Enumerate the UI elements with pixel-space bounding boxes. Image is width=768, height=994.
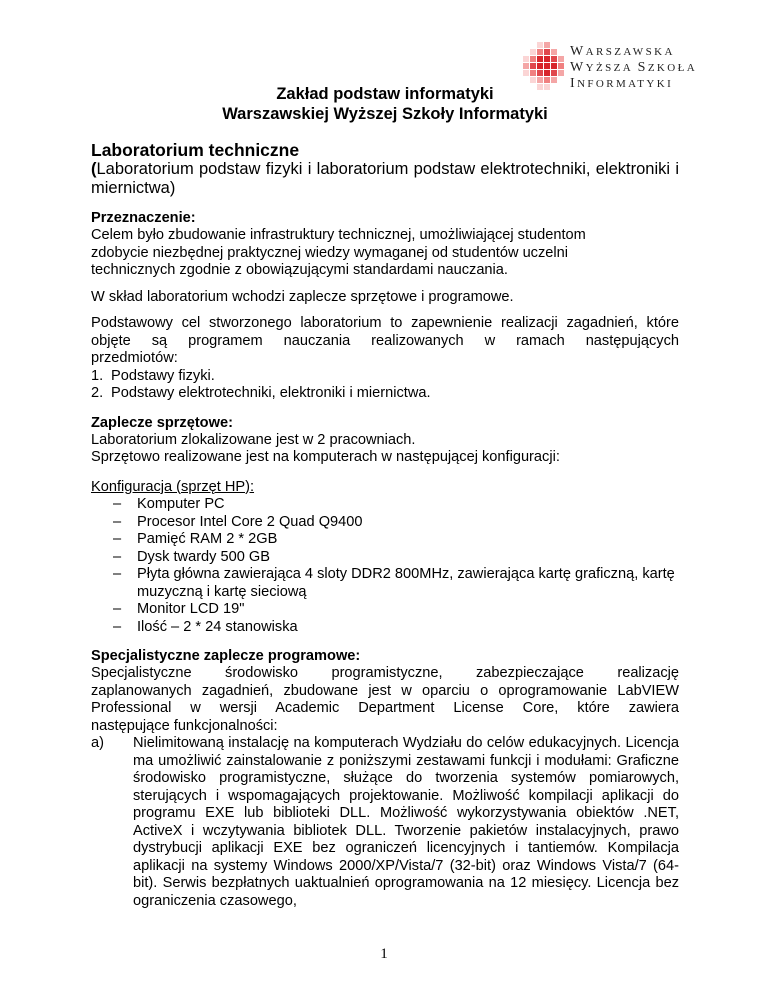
university-logo (517, 40, 698, 91)
department-title (91, 84, 679, 124)
purpose-paragraph-3-line-1: Podstawowy cel stworzonego laboratorium to zapewnienie realizacji zagadnień, które (91, 315, 679, 331)
list-item: – Pamięć RAM 2 * 2GB (113, 531, 278, 547)
subjects-list (91, 368, 679, 403)
software-heading: Specjalistyczne zaplecze programowe: (91, 648, 361, 664)
list-item: 1. Podstawy fizyki. (91, 367, 215, 384)
list-item: – Płyta główna zawierająca 4 sloty DDR2 800MHz, zawierająca kartę graficzną, kartę muzyczną i kartę sieciową (113, 566, 675, 600)
software-line-4: następujące funkcjonalności: (91, 717, 278, 734)
logo-line-1: WARSZAWSKA (570, 44, 675, 59)
list-item: – Ilość – 2 * 24 stanowiska (113, 618, 298, 635)
feature-item-a (91, 735, 679, 910)
section-subtitle (91, 160, 679, 198)
subtitle-text: Laboratorium podstaw fizyki i laboratorium podstaw elektrotechniki, elektroniki i miernictwa) (91, 160, 679, 197)
software-line-2: zaplanowanych zagadnień, zbudowane jest w oparciu o oprogramowanie LabVIEW (91, 682, 679, 699)
purpose-heading: Przeznaczenie: (91, 210, 196, 226)
purpose-paragraph-3-line-2: objęte są programem nauczania realizowanych w ramach następujących (91, 332, 679, 349)
list-item: – Monitor LCD 19" (113, 601, 245, 617)
software-line-1: Specjalistyczne środowisko programistyczne, zabezpieczające realizację (91, 665, 679, 681)
feature-item-a-marker: a) (91, 735, 104, 751)
purpose-paragraph-3-line-3: przedmiotów: (91, 350, 178, 366)
software-line-3: Professional w wersji Academic Department License Core, które zawiera (91, 700, 679, 716)
purpose-paragraph-2: W skład laboratorium wchodzi zaplecze sprzętowe i programowe. (91, 288, 514, 305)
hardware-line-1: Laboratorium zlokalizowane jest w 2 pracowniach. (91, 431, 416, 448)
purpose-line-3: technicznych zgodnie z obowiązującymi standardami nauczania. (91, 262, 508, 278)
page-number: 1 (380, 946, 388, 962)
list-item: – Procesor Intel Core 2 Quad Q9400 (113, 513, 363, 530)
config-list (91, 496, 679, 636)
hardware-line-2: Sprzętowo realizowane jest na komputerach w następującej konfiguracji: (91, 449, 560, 465)
list-item: – Dysk twardy 500 GB (113, 548, 271, 565)
list-item: – Komputer PC (113, 496, 225, 512)
purpose-line-1: Celem było zbudowanie infrastruktury technicznej, umożliwiającej studentom (91, 227, 586, 243)
logo-line-3: INFORMATYKI (570, 76, 674, 91)
document-body (91, 84, 679, 910)
config-heading: Konfiguracja (sprzęt HP): (91, 478, 255, 495)
department-title-line-2: Warszawskiej Wyższej Szkoły Informatyki (222, 105, 548, 123)
department-title-line-1: Zakład podstaw informatyki (276, 85, 494, 103)
logo-line-2: WYŻSZA SZKOŁA (570, 60, 698, 75)
section-title: Laboratorium techniczne (91, 140, 300, 160)
subtitle-open-paren: ( (91, 160, 97, 178)
list-item: 2. Podstawy elektrotechniki, elektroniki i miernictwa. (91, 385, 431, 401)
feature-item-a-text: Nielimitowaną instalację na komputerach Wydziału do celów edukacyjnych. Licencja ma umożliwić zainstalowanie z poniższymi zestawami funkcji i modułami: Graficzne środowisko programistyczne, służące do tworzenia systemów pomiarowych, sterujących i wspomagających projektowanie. Możliwość kompilacji aplikacji do programu EXE lub biblioteki DLL. Możliwość wykorzystywania obiektów .NET, ActiveX i wczytywania bibliotek DLL. Tworzenie pakietów instalacyjnych, prawo dystrybucji aplikacji EXE bez ograniczeń licencyjnych i tantiemów. Kompilacja aplikacji na systemy Windows 2000/XP/Vista/7 (32-bit) oraz Windows Vista/7 (64-bit). Serwis bezpłatnych uaktualnień oprogramowania na 12 miesięcy. Licencja bez ograniczenia czasowego, (133, 735, 679, 909)
purpose-line-2: zdobycie niezbędnej praktycznej wiedzy wymaganej od studentów uczelni (91, 244, 568, 261)
hardware-heading: Zaplecze sprzętowe: (91, 414, 233, 431)
